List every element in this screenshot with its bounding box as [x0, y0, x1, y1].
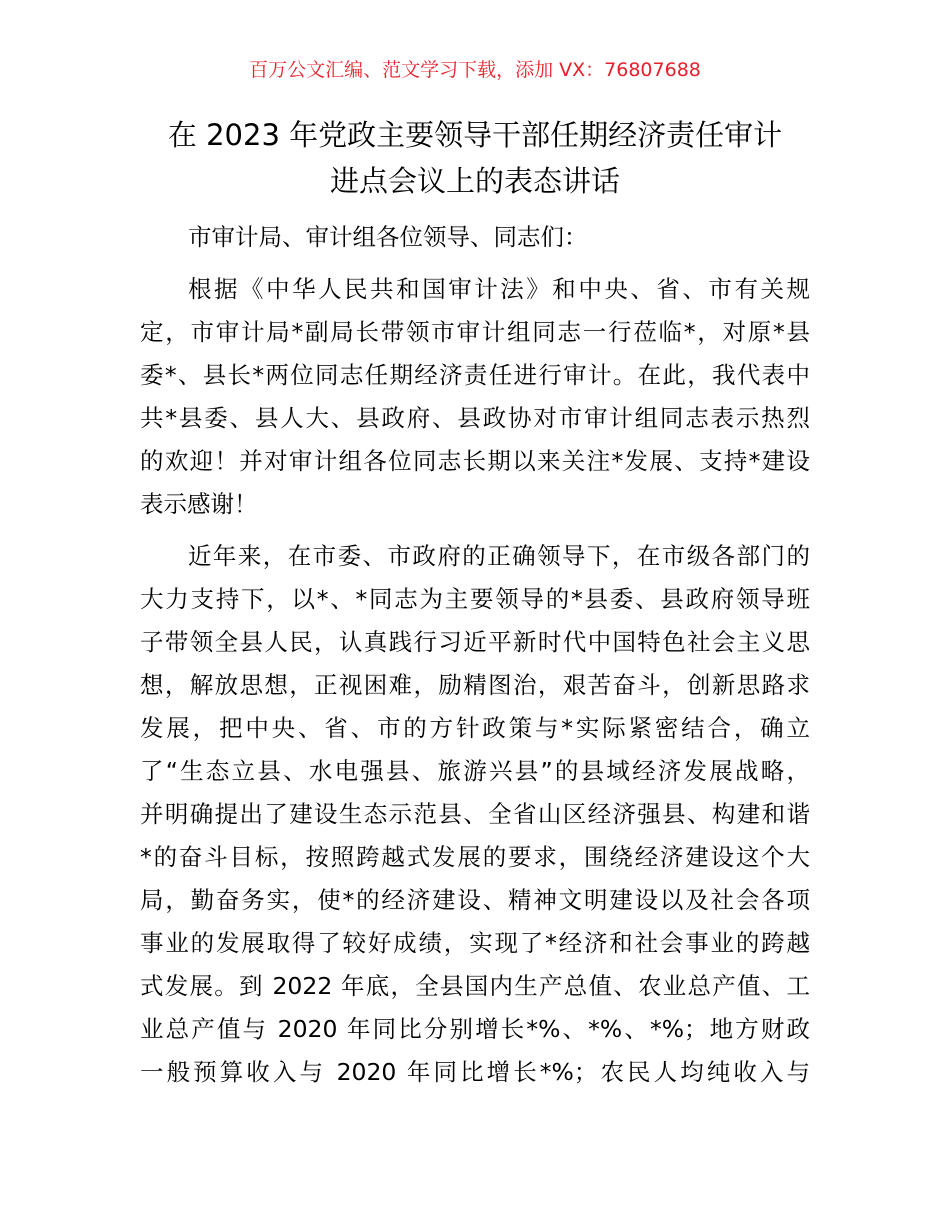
watermark-header: 百万公文汇编、范文学习下载，添加 VX：76807688 [249, 59, 701, 81]
paragraph-line: 业总产值与 2020 年同比分别增长*%、*%、*%；地方财政 [140, 1015, 810, 1043]
document-title [120, 112, 830, 204]
salutation [140, 216, 810, 259]
paragraph-line: 了“生态立县、水电强县、旅游兴县”的县域经济发展战略， [140, 757, 810, 785]
paragraph-line: 式发展。到 2022 年底，全县国内生产总值、农业总产值、工 [140, 972, 810, 1000]
title-line: 在 2023 年党政主要领导干部任期经济责任审计 [167, 118, 783, 152]
paragraph-line: 的欢迎！并对审计组各位同志长期以来关注*发展、支持*建设 [140, 447, 810, 475]
paragraph [140, 268, 810, 526]
salutation-text: 市审计局、审计组各位领导、同志们： [188, 223, 588, 251]
paragraph-line: 近年来，在市委、市政府的正确领导下，在市级各部门的 [188, 542, 810, 570]
paragraph-line: 表示感谢！ [140, 490, 258, 518]
paragraph-line: 根据《中华人民共和国审计法》和中央、省、市有关规 [188, 275, 810, 303]
paragraph [140, 535, 810, 1094]
paragraph-line: 想，解放思想，正视困难，励精图治，艰苦奋斗，创新思路求 [140, 671, 810, 699]
paragraph-line: 子带领全县人民，认真践行习近平新时代中国特色社会主义思 [140, 628, 810, 656]
paragraph-line: *的奋斗目标，按照跨越式发展的要求，围绕经济建设这个大 [140, 843, 810, 871]
paragraph-line: 一般预算收入与 2020 年同比增长*%；农民人均纯收入与 [140, 1058, 810, 1086]
paragraph-line: 事业的发展取得了较好成绩，实现了*经济和社会事业的跨越 [140, 929, 810, 957]
paragraph-line: 并明确提出了建设生态示范县、全省山区经济强县、构建和谐 [140, 800, 810, 828]
title-line: 进点会议上的表态讲话 [329, 164, 620, 198]
paragraph-line: 大力支持下，以*、*同志为主要领导的*县委、县政府领导班 [140, 585, 810, 613]
paragraph-line: 发展，把中央、省、市的方针政策与*实际紧密结合，确立 [140, 714, 810, 742]
paragraph-line: 定，市审计局*副局长带领市审计组同志一行莅临*，对原*县 [140, 318, 810, 346]
document-body [140, 216, 810, 1103]
paragraph-line: 共*县委、县人大、县政府、县政协对市审计组同志表示热烈 [140, 404, 810, 432]
paragraph-line: 委*、县长*两位同志任期经济责任进行审计。在此，我代表中 [140, 361, 810, 389]
paragraph-line: 局，勤奋务实，使*的经济建设、精神文明建设以及社会各项 [140, 886, 810, 914]
